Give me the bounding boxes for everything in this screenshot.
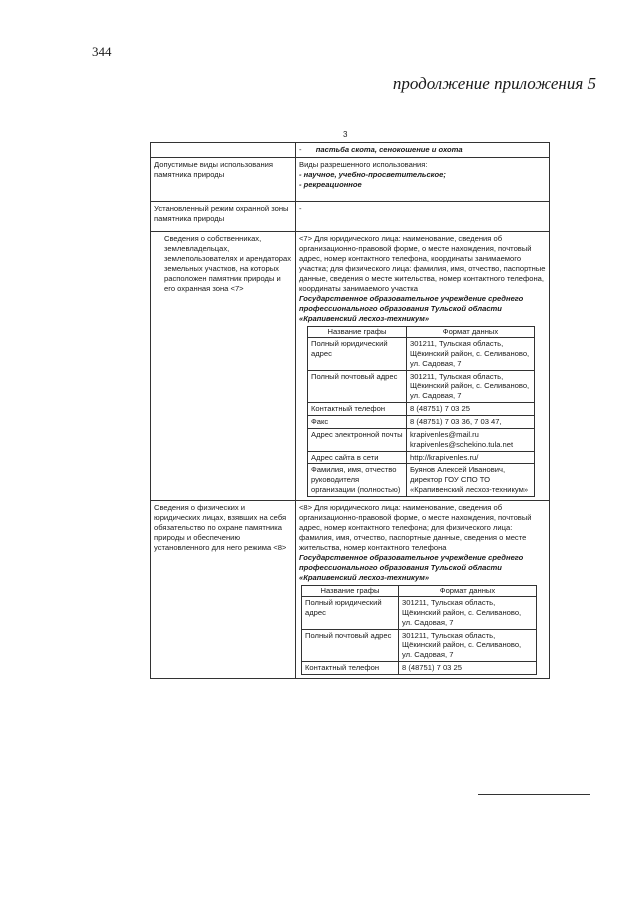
appendix-continuation-note: продолжение приложения 5 [392,74,596,93]
field-value: http://krapivenles.ru/ [407,451,535,464]
field-name: Адрес сайта в сети [308,451,407,464]
field-value: krapivenles@mail.ru krapivenles@schekino.tula.net [407,428,535,451]
field-name: Полный почтовый адрес [308,370,407,403]
field-value: 8 (48751) 7 03 25 [399,662,537,675]
table-header-row [308,327,535,338]
owners-label-text: Сведения о собственниках, землевладельцах, землепользователях и арендаторах земельных участков, на которых расположен памятник природы и его охранная зона <7> [164,234,292,294]
permitted-uses-intro: Виды разрешенного использования: [299,160,428,170]
permitted-uses-label: Допустимые виды использования памятника природы [151,158,296,202]
permitted-use-item: - научное, учебно-просветительское; [299,170,446,180]
table-row [308,338,535,371]
row-protection-regime [151,202,550,232]
field-name: Адрес электронной почты [308,428,407,451]
owners-value [296,232,550,501]
owners-footnote: <7> Для юридического лица: наименование, сведения об организационно-правовой форме, о месте нахождения, почтовый адрес, номер контактного телефона, координаты занимаемого участка; для физического лица: фамилия, имя, отчество, паспортные данные, сведения о месте жительства, номер контактного телефона, координаты занимаемого участка [299,234,546,294]
column-header: Формат данных [407,327,535,338]
grazing-dash: - [299,145,302,154]
row-permitted-uses [151,158,550,202]
grazing-text: пастьба скота, сенокошение и охота [315,145,463,154]
field-value: 301211, Тульская область, Щёкинский район, с. Селиваново, ул. Садовая, 7 [407,370,535,403]
field-value: 301211, Тульская область, Щёкинский район, с. Селиваново, ул. Садовая, 7 [407,338,535,371]
table-row [302,662,537,675]
obligations-organization: Государственное образовательное учреждение среднего профессионального образования Тульской области «Крапивенский лесхоз-техникум» [299,553,524,583]
obligations-footnote: <8> Для юридического лица: наименование, сведения об организационно-правовой форме, о месте нахождения, почтовый адрес, номер контактного телефона; для физического лица: фамилия, имя, отчество, паспортные данные, сведения о месте жительства, номер контактного телефона [299,503,532,553]
permitted-uses-value [296,158,550,202]
owners-organization: Государственное образовательное учреждение среднего профессионального образования Тульской области «Крапивенский лесхоз-техникум» [299,294,524,324]
column-header: Название графы [302,586,399,597]
obligations-value [296,501,550,679]
table-row [308,416,535,429]
protection-regime-value: - [296,202,550,232]
sheet-number: 3 [343,130,348,139]
table-row [308,428,535,451]
field-value: 8 (48751) 7 03 36, 7 03 47, [407,416,535,429]
owners-details-table [307,326,535,497]
row-grazing [151,143,550,158]
footnote-divider [478,794,590,795]
field-name: Полный почтовый адрес [302,629,399,662]
permitted-use-item: - рекреационное [299,180,362,190]
row-grazing-value [296,143,550,158]
field-name: Контактный телефон [308,403,407,416]
table-row [308,403,535,416]
field-name: Факс [308,416,407,429]
obligations-details-table [301,585,537,675]
nature-monument-table [150,142,550,679]
field-value: 301211, Тульская область, Щёкинский район, с. Селиваново, ул. Садовая, 7 [399,597,537,630]
table-row [308,464,535,497]
field-value: Буянов Алексей Иванович, директор ГОУ СПО ТО «Крапивенский лесхоз-техникум» [407,464,535,497]
column-header: Формат данных [399,586,537,597]
owners-label [151,232,296,501]
table-header-row [302,586,537,597]
field-value: 301211, Тульская область, Щёкинский район, с. Селиваново, ул. Садовая, 7 [399,629,537,662]
obligations-label: Сведения о физических и юридических лицах, взявших на себя обязательство по охране памятника природы и обеспечению установленного для него режима <8> [151,501,296,679]
protection-regime-label: Установленный режим охранной зоны памятника природы [151,202,296,232]
table-row [308,370,535,403]
row-owners [151,232,550,501]
field-name: Фамилия, имя, отчество руководителя организации (полностью) [308,464,407,497]
field-name: Контактный телефон [302,662,399,675]
field-name: Полный юридический адрес [308,338,407,371]
row-grazing-label [151,143,296,158]
field-name: Полный юридический адрес [302,597,399,630]
field-value: 8 (48751) 7 03 25 [407,403,535,416]
table-row [302,597,537,630]
table-row [302,629,537,662]
row-obligations [151,501,550,679]
page-number: 344 [92,44,112,59]
column-header: Название графы [308,327,407,338]
table-row [308,451,535,464]
